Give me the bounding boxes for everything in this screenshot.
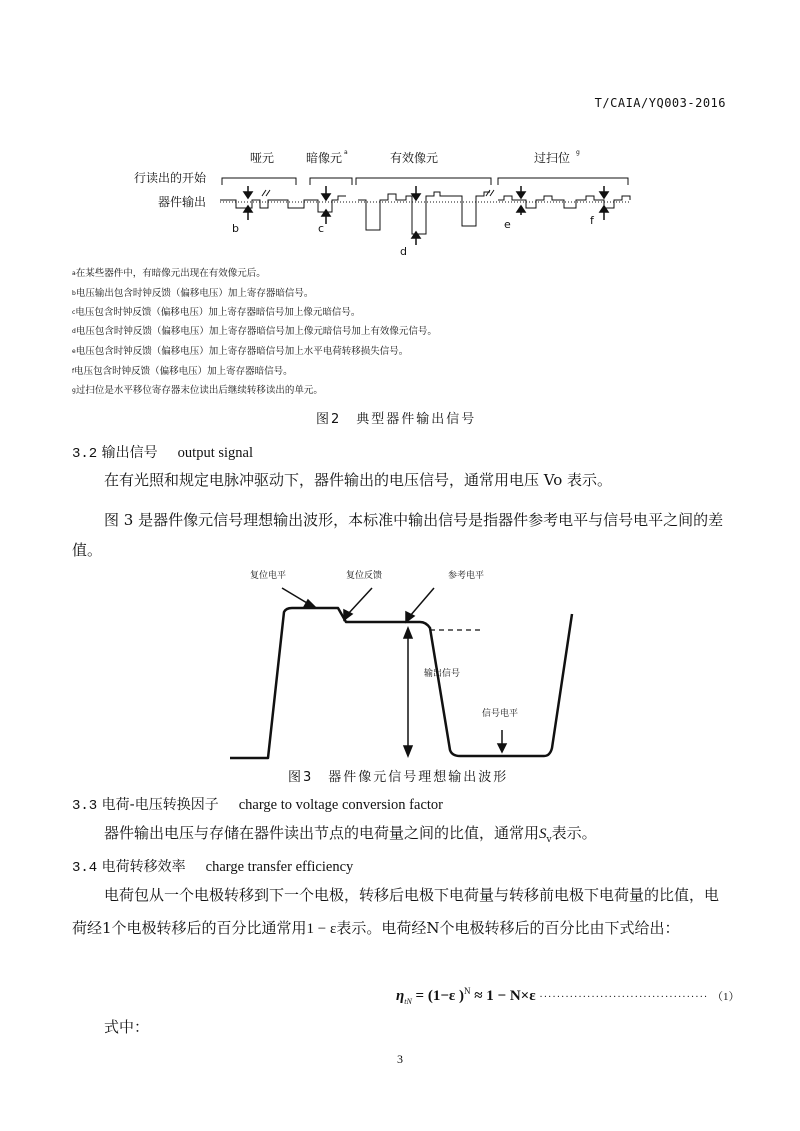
figure-2-diagram — [120, 140, 660, 265]
fig2-footnote: $^c$电压包含时钟反馈（偏移电压）加上寄存器暗信号加上像元暗信号。 — [72, 307, 361, 318]
figure-3-caption: 图3 器件像元信号理想输出波形 — [288, 770, 509, 785]
label-dark-sup: a — [344, 149, 348, 156]
label-dummy-pixels: 哑元 — [250, 151, 275, 165]
section-heading-3-4: 3.4 电荷转移效率 charge transfer efficiency — [72, 859, 354, 876]
section-3-2-paragraph-1: 在有光照和规定电脉冲驱动下，器件输出的电压信号，通常用电压 Vo 表示。 — [104, 471, 613, 489]
figure-2-caption: 图2 典型器件输出信号 — [316, 412, 477, 427]
label-effective-pixels: 有效像元 — [390, 151, 439, 165]
document-id: T/CAIA/YQ003-2016 — [594, 96, 726, 110]
marker-f: f — [590, 214, 594, 227]
label-signal-level: 信号电平 — [482, 709, 519, 719]
section-3-4-paragraph-1: 电荷包从一个电极转移到下一个电极，转移后电极下电荷量与转移前电极下电荷量的比值，电荷经1个电极转移后的百分比通常用1 − ε表示。电荷经N个电极转移后的百分比由下式给出： — [72, 886, 720, 937]
label-output-signal: 输出信号 — [424, 669, 461, 679]
fig2-footnote: $^e$电压包含时钟反馈（偏移电压）加上寄存器暗信号加上水平电荷转移损失信号。 — [72, 346, 409, 357]
section-heading-3-2: 3.2 输出信号 output signal — [72, 445, 253, 462]
figure-3-waveform — [220, 566, 590, 766]
section-3-3-paragraph-1: 器件输出电压与存储在器件读出节点的电荷量之间的比值，通常用$S_v$表示。 — [104, 824, 597, 845]
fig2-footnote: $^a$在某些器件中，有暗像元出现在有效像元后。 — [72, 268, 266, 279]
fig2-footnote: $^d$电压包含时钟反馈（偏移电压）加上寄存器暗信号加上像元暗信号加上有效像元信号。 — [72, 326, 437, 337]
marker-c: c — [318, 222, 325, 235]
fig2-footnote: $^b$电压输出包含时钟反馈（偏移电压）加上寄存器暗信号。 — [72, 288, 314, 299]
label-reference-level: 参考电平 — [448, 571, 485, 581]
equation-1: $\eta_{tN} = (1-\varepsilon$ )$^N$ ≈ 1 − N×ε ······································· （1） — [396, 986, 740, 1006]
label-reset-feedthrough: 复位反馈 — [346, 571, 383, 581]
fig2-footnote: $^g$过扫位是水平移位寄存器末位读出后继续转移读出的单元。 — [72, 385, 323, 396]
label-dark-pixels: 暗像元 — [306, 151, 343, 165]
fig2-footnote: $^f$电压包含时钟反馈（偏移电压）加上寄存器暗信号。 — [72, 366, 293, 377]
section-3-4-paragraph-2: 式中： — [104, 1018, 150, 1036]
label-device-output: 器件输出 — [158, 195, 207, 209]
marker-e: e — [504, 218, 511, 231]
label-overscan: 过扫位 — [534, 151, 571, 165]
section-3-2-paragraph-2: 图 3 是器件像元信号理想输出波形，本标准中输出信号是指器件参考电平与信号电平之间的差值。 — [72, 511, 724, 559]
label-row-readout-start: 行读出的开始 — [134, 171, 207, 185]
page-number: 3 — [397, 1052, 403, 1066]
section-heading-3-3: 3.3 电荷-电压转换因子 charge to voltage conversion factor — [72, 797, 443, 814]
label-reset-level: 复位电平 — [250, 571, 287, 581]
marker-b: b — [232, 222, 239, 235]
label-overscan-sup: g — [576, 149, 580, 156]
marker-d: d — [400, 245, 407, 258]
